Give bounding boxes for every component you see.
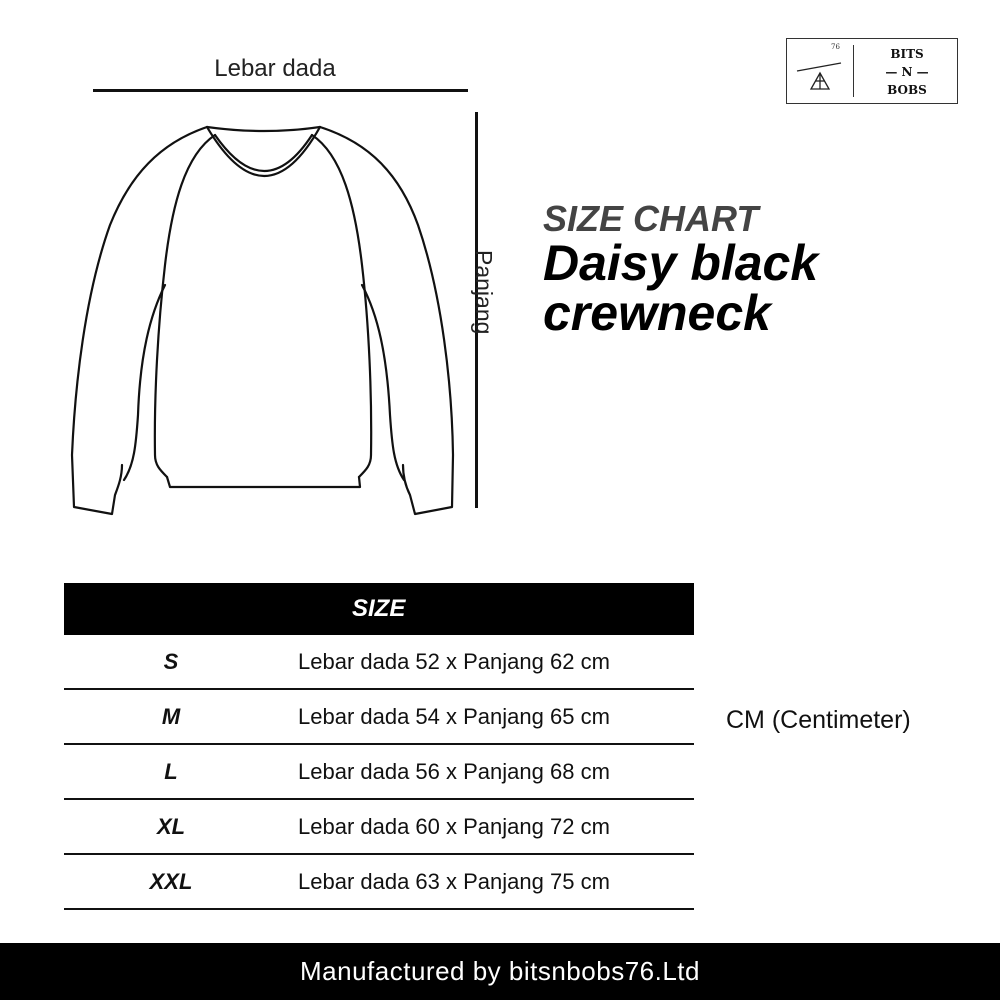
table-row [64,855,694,910]
size-cell: XL [156,813,186,839]
logo-number: 76 [831,43,840,51]
logo-n: N [901,65,913,79]
dimensions-cell: Lebar dada 56 x Panjang 68 cm [298,758,610,784]
product-title [543,235,963,341]
logo-divider [853,45,854,97]
size-cell: L [164,758,178,784]
chest-width-label: Lebar dada [214,55,336,82]
table-row [64,745,694,800]
sweater-illustration [60,115,460,520]
dimensions-cell: Lebar dada 60 x Panjang 72 cm [298,813,610,839]
product-title-line-2: crewneck [543,285,771,341]
pyramid-logo-icon [795,45,847,95]
logo-line-1: BITS [890,47,924,61]
size-cell: M [161,703,181,729]
size-table-header: SIZE [64,583,694,635]
product-title-line-1: Daisy black [543,235,819,291]
length-label: Panjang [471,250,497,335]
brand-logo [786,38,958,104]
unit-note: CM (Centimeter) [726,706,911,734]
dimensions-cell: Lebar dada 52 x Panjang 62 cm [298,648,610,674]
size-chart-heading: SIZE CHART [543,198,759,239]
table-row [64,800,694,855]
dimensions-cell: Lebar dada 63 x Panjang 75 cm [298,868,610,894]
dimensions-cell: Lebar dada 54 x Panjang 65 cm [298,703,610,729]
size-cell: S [163,648,179,674]
logo-wordmark [855,45,959,99]
footer-banner: Manufactured by bitsnbobs76.Ltd [0,943,1000,1000]
chest-width-line [93,89,468,92]
logo-line-3: BOBS [887,83,927,97]
table-row [64,690,694,745]
logo-line-2: — N — [885,65,929,79]
size-cell: XXL [149,868,193,894]
table-row [64,635,694,690]
size-table [64,583,694,910]
